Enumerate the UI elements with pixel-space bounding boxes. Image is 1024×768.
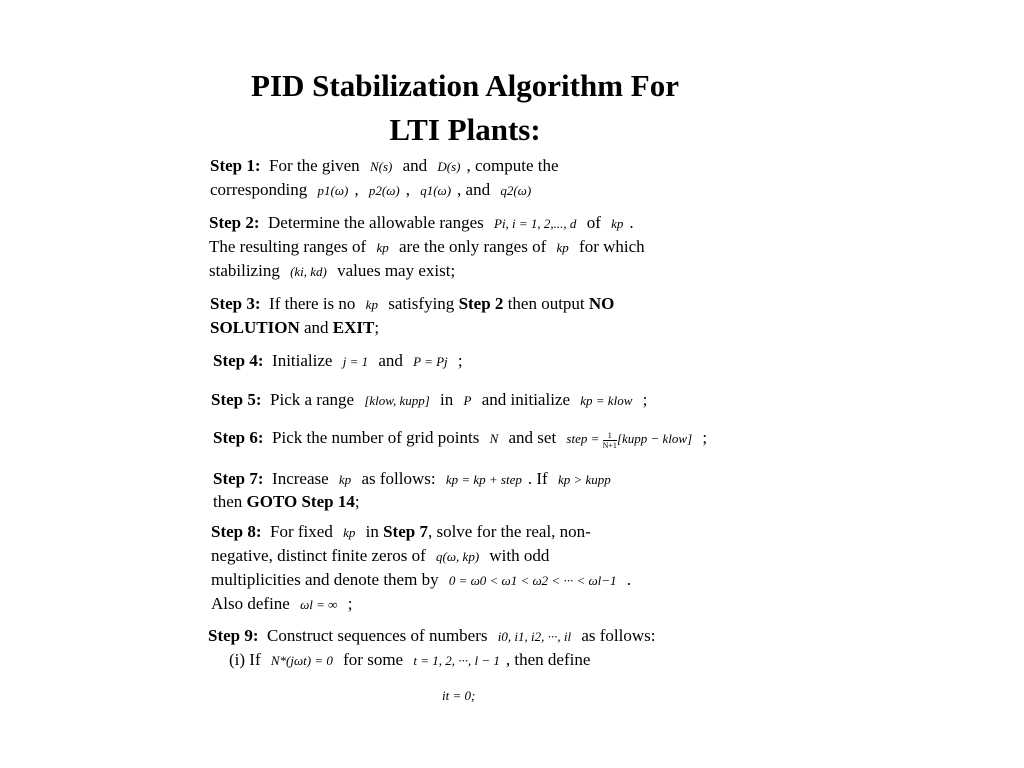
text: and — [304, 318, 329, 337]
step-8-label: Step 8: — [211, 522, 262, 541]
math-expression: 0 = ω0 < ω1 < ω2 < ··· < ωl−1 — [448, 573, 617, 588]
step-9-label: Step 9: — [208, 626, 259, 645]
math-expression: t = 1, 2, ···, l − 1 — [413, 653, 500, 668]
text: and set — [508, 428, 557, 447]
text: corresponding — [210, 180, 308, 199]
step-1-line-1 — [210, 155, 559, 178]
math-expression: q2(ω) — [500, 183, 532, 198]
step-4-line-1 — [213, 350, 463, 373]
text: then output — [507, 294, 585, 313]
fraction-numerator: 1 — [603, 431, 617, 441]
text: in — [365, 522, 379, 541]
math-expression: kp — [556, 240, 569, 255]
text: Increase — [272, 469, 329, 488]
step-2-line-3 — [209, 260, 455, 283]
fraction — [603, 431, 617, 450]
text: and initialize — [481, 390, 571, 409]
math-expression: p1(ω) — [317, 183, 349, 198]
text: Initialize — [272, 351, 333, 370]
step-2-line-1 — [209, 212, 634, 235]
text: and — [378, 351, 403, 370]
text: and — [402, 156, 428, 175]
math-expression: kp — [611, 216, 624, 231]
step-2-label: Step 2: — [209, 213, 260, 232]
step-4-label: Step 4: — [213, 351, 264, 370]
math-expression: p2(ω) — [368, 183, 400, 198]
math-expression: step = — [566, 431, 600, 446]
step-3-line-1 — [210, 293, 614, 316]
text: of — [586, 213, 601, 232]
text: in — [440, 390, 454, 409]
text: as follows: — [581, 626, 656, 645]
step-formula — [566, 428, 692, 450]
math-expression: Pi, i = 1, 2,..., d — [494, 216, 577, 231]
text: stabilizing — [209, 261, 280, 280]
math-expression: N(s) — [369, 159, 393, 174]
text: (i) If — [229, 650, 261, 669]
text: for some — [343, 650, 404, 669]
text: . — [629, 213, 634, 232]
text: , and — [457, 180, 491, 199]
math-expression: D(s) — [437, 159, 461, 174]
step-7-label: Step 7: — [213, 469, 264, 488]
bold-text: GOTO Step 14 — [246, 492, 355, 511]
fraction-denominator: N+1 — [602, 440, 617, 450]
math-expression: kp — [376, 240, 389, 255]
title-line-1: PID Stabilization Algorithm For — [251, 68, 679, 103]
text: , compute the — [466, 156, 559, 175]
step-9-line-3 — [436, 684, 481, 707]
text: . If — [527, 469, 548, 488]
text: , solve for the real, non- — [427, 522, 591, 541]
step-7-line-1 — [213, 468, 617, 491]
math-expression: P — [463, 393, 472, 408]
text: ; — [354, 492, 360, 511]
step-5-label: Step 5: — [211, 390, 262, 409]
math-expression: [kupp − klow] — [616, 431, 693, 446]
text: satisfying — [388, 294, 455, 313]
text: Also define — [211, 594, 290, 613]
text: The resulting ranges of — [209, 237, 367, 256]
text: ; — [347, 594, 353, 613]
text: as follows: — [361, 469, 436, 488]
bold-text: SOLUTION — [210, 318, 300, 337]
text: , — [354, 180, 359, 199]
math-expression: i0, i1, i2, ···, il — [497, 629, 572, 644]
step-1-line-2 — [210, 179, 537, 202]
step-1-label: Step 1: — [210, 156, 261, 175]
text: ; — [642, 390, 648, 409]
text: then — [213, 492, 243, 511]
text: ; — [702, 428, 708, 447]
step-8-line-4 — [211, 593, 352, 616]
page-title — [200, 64, 730, 152]
text: ; — [457, 351, 463, 370]
step-9-line-2 — [229, 649, 590, 672]
step-9-line-1 — [208, 625, 655, 648]
math-expression: kp — [365, 297, 378, 312]
text: are the only ranges of — [398, 237, 547, 256]
math-expression: (ki, kd) — [290, 264, 327, 279]
text: with odd — [489, 546, 550, 565]
math-expression: j = 1 — [342, 354, 369, 369]
bold-text: Step 7 — [383, 522, 428, 541]
text: If there is no — [269, 294, 356, 313]
text: multiplicities and denote them by — [211, 570, 439, 589]
step-2-line-2 — [209, 236, 645, 259]
text: values may exist; — [337, 261, 456, 280]
text: for which — [579, 237, 645, 256]
text: , — [405, 180, 410, 199]
text: negative, distinct finite zeros of — [211, 546, 426, 565]
text: Pick a range — [270, 390, 355, 409]
text: , then define — [505, 650, 591, 669]
text: Construct sequences of numbers — [267, 626, 488, 645]
step-6-line-1 — [213, 427, 707, 450]
math-expression: ωl = ∞ — [300, 597, 338, 612]
text: Pick the number of grid points — [272, 428, 480, 447]
math-expression: N — [489, 431, 499, 446]
math-expression: kp — [338, 472, 352, 487]
step-8-line-2 — [211, 545, 549, 568]
text: For fixed — [270, 522, 333, 541]
math-expression: q(ω, kp) — [436, 549, 480, 564]
step-6-label: Step 6: — [213, 428, 264, 447]
text: . — [626, 570, 632, 589]
step-3-line-2 — [210, 317, 379, 339]
step-3-label: Step 3: — [210, 294, 261, 313]
math-expression: [klow, kupp] — [364, 393, 430, 408]
math-expression: kp = kp + step — [445, 472, 522, 487]
bold-text: NO — [588, 294, 615, 313]
text: For the given — [269, 156, 360, 175]
bold-text: EXIT — [332, 318, 375, 337]
bold-text: Step 2 — [458, 294, 504, 313]
math-expression: q1(ω) — [420, 183, 452, 198]
math-expression: kp = klow — [580, 393, 633, 408]
math-expression: it = 0; — [442, 688, 476, 703]
math-expression: P = Pj — [413, 354, 448, 369]
text: Determine the allowable ranges — [268, 213, 484, 232]
math-expression: N*(jωt) = 0 — [270, 653, 333, 668]
math-expression: kp — [343, 525, 356, 540]
step-8-line-1 — [211, 521, 591, 544]
title-line-2: LTI Plants: — [389, 112, 541, 147]
text: ; — [374, 318, 380, 337]
step-8-line-3 — [211, 569, 631, 592]
step-7-line-2 — [213, 491, 360, 513]
math-expression: kp > kupp — [557, 472, 611, 487]
step-5-line-1 — [211, 389, 647, 412]
